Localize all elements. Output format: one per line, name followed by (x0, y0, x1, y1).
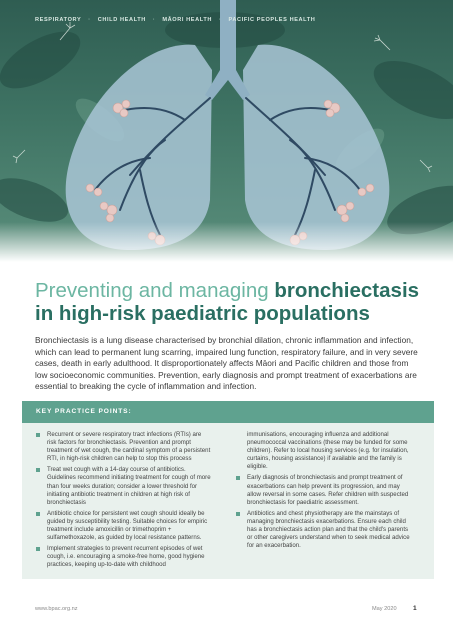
footer-url-link[interactable]: www.bpac.org.nz (35, 606, 78, 612)
list-item-text: Early diagnosis of bronchiectasis and prompt treatment of exacerbations can help prevent its progression, and may allow reversal in some cases. Refer children with suspected bronchiectasis for paediatric assessment. (247, 474, 409, 506)
list-item-text: Recurrent or severe respiratory tract infections (RTIs) are risk factors for bronchiectasis. Prevention and prompt treatment of wet cough, the cardinal symptom of a persistent RTI, in high-risk children can help to stop this process (47, 431, 211, 463)
title-bold-1: bronchiectasis (274, 279, 420, 302)
category-pacific-health: PACIFIC PEOPLES HEALTH (228, 17, 316, 23)
list-item (36, 510, 211, 542)
category-tags (35, 17, 315, 23)
title-light: Preventing and managing (35, 279, 275, 302)
page-number: 1 (413, 605, 417, 612)
list-item-text: Implement strategies to prevent recurrent episodes of wet cough, i.e. encouraging a smoke-free home, good hygiene practices, keeping up-to-date with childhood (47, 545, 205, 569)
key-practice-points-box (22, 401, 434, 579)
footer-date: May 2020 (372, 606, 397, 612)
category-child-health: CHILD HEALTH (97, 17, 146, 23)
bullet-square-icon (36, 433, 40, 437)
category-separator: · (219, 17, 222, 23)
list-item-text: Antibiotics and chest physiotherapy are the mainstays of managing bronchiectasis exacerbations. Ensure each child has a bronchiectasis action plan and that the child's parents or other caregivers understand when to seek medical advice for an exacerbation. (247, 509, 410, 550)
list-item (36, 431, 211, 463)
list-item (36, 545, 211, 569)
list-item-text: Treat wet cough with a 14-day course of antibiotics. Guidelines recommend initiating treatment for cough of more than four weeks duration; consider a lower threshold for initiating antibiotic treatment in children at high risk of bronchiectasis (47, 466, 211, 506)
hero-fade (0, 222, 453, 262)
hero-illustration (0, 0, 453, 262)
category-maori-health: MĀORI HEALTH (162, 17, 213, 23)
list-item (236, 474, 411, 506)
bullet-square-icon (36, 547, 40, 551)
category-separator: · (88, 17, 91, 23)
key-points-left-column (36, 431, 211, 573)
list-item-text: Antibiotic choice for persistent wet cough should ideally be guided by susceptibility testing. Suitable choices for empiric treatment include amoxicillin or trimethoprim + sulfamethoxazole, as guided by local resistance patterns. (47, 509, 208, 542)
category-separator: · (152, 17, 156, 23)
list-item-text: immunisations, encouraging influenza and additional pneumococcal vaccinations (these may be funded for some children). Refer to local housing services (e.g. for insulation, curtains, housing assistance) if available and the family is eligible. (247, 431, 409, 471)
bullet-square-icon (236, 476, 240, 480)
intro-paragraph: Bronchiectasis is a lung disease characterised by bronchial dilation, chronic inflammation and infection, which can lead to permanent lung scarring, impaired lung function, respiratory failure, and in very severe cases, death in early adulthood. It disproportionately affects Māori and Pacific children and those from low socioeconomic communities. Prevention, early diagnosis and prompt treatment of exacerbations are essential to breaking the cycle of inflammation and infection. (35, 335, 418, 392)
category-respiratory: RESPIRATORY (35, 17, 82, 23)
bullet-square-icon (36, 468, 40, 472)
key-practice-points-header (22, 401, 434, 423)
list-item (36, 466, 211, 506)
bullet-square-icon (236, 512, 240, 516)
list-item (236, 510, 411, 550)
bullet-square-icon (36, 512, 40, 516)
key-practice-points-heading: KEY PRACTICE POINTS: (36, 408, 132, 415)
page-title (35, 279, 425, 325)
title-bold-2: in high-risk paediatric populations (35, 302, 370, 325)
list-item-continuation (236, 431, 411, 471)
key-points-right-column (236, 431, 411, 553)
